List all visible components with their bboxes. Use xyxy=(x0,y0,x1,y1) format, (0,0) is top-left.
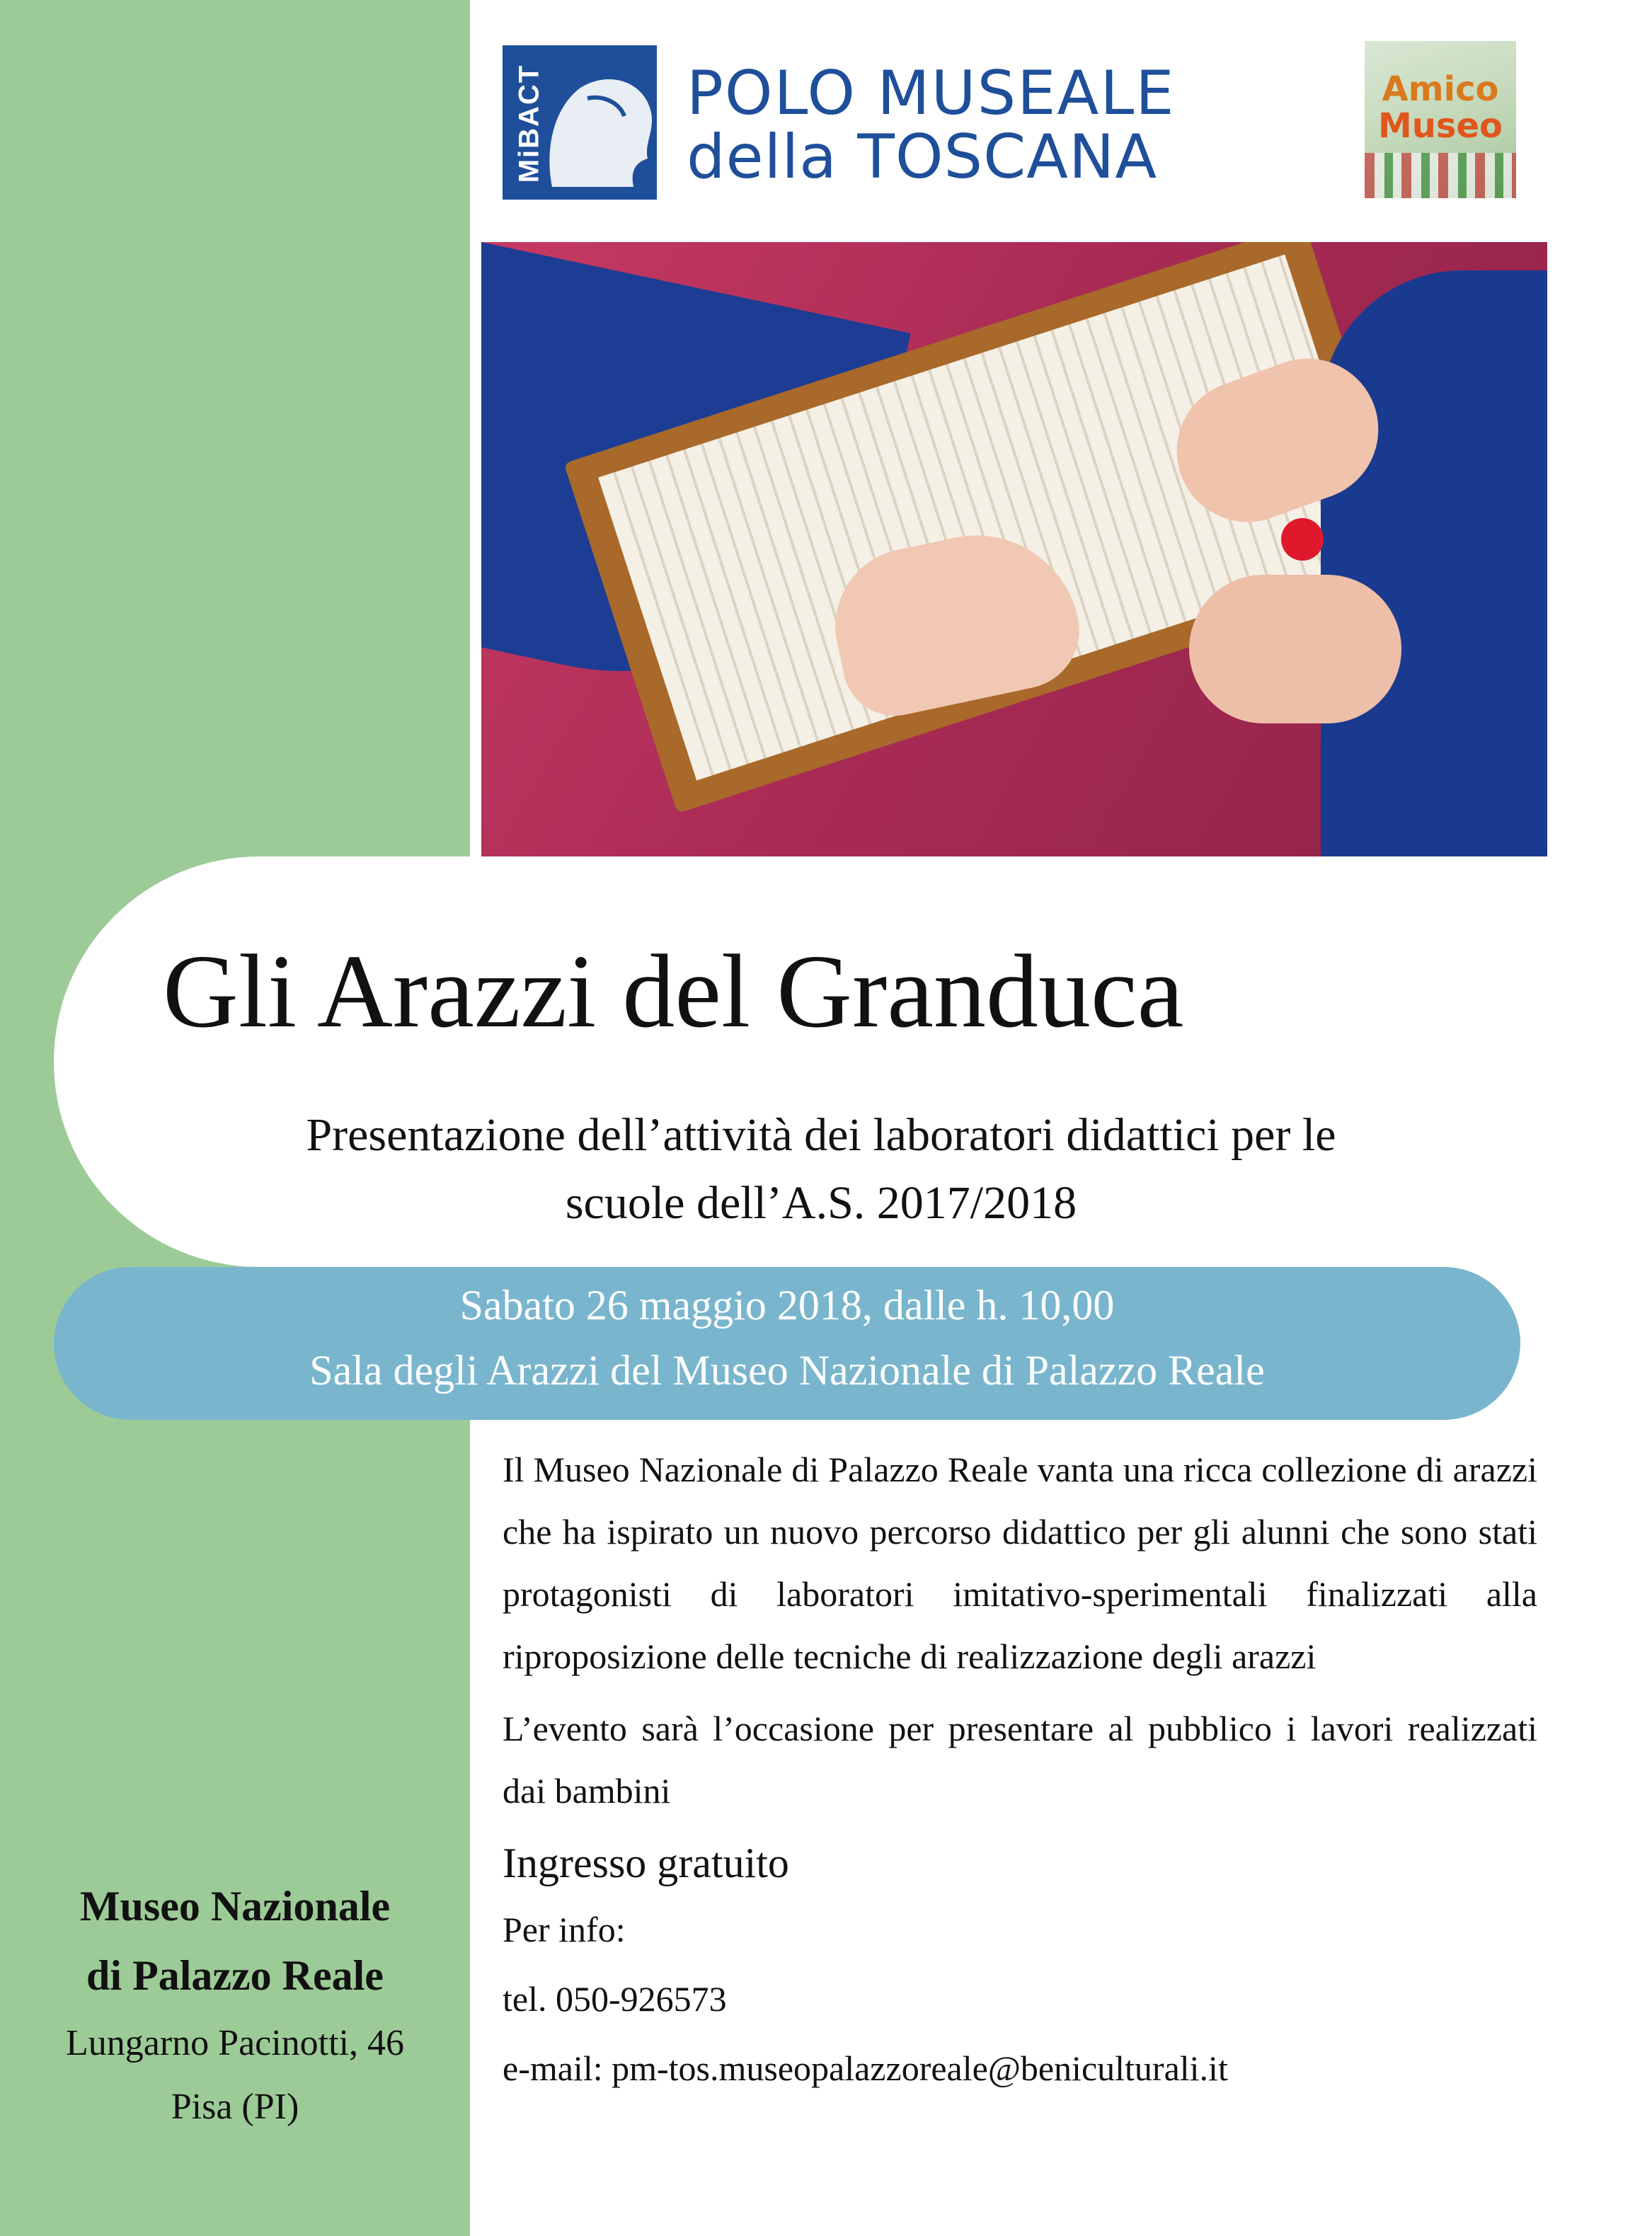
amico-logo-decoration xyxy=(1365,153,1516,198)
event-subtitle-line2: scuole dell’A.S. 2017/2018 xyxy=(565,1177,1077,1229)
event-subtitle-line1: Presentazione dell’attività dei laboratori didattici per le xyxy=(306,1109,1336,1161)
photo-red-spool xyxy=(1281,518,1324,561)
photo-hand xyxy=(1189,575,1401,723)
event-description xyxy=(503,1438,1537,2106)
polo-museale-logo-line2: della TOSCANA xyxy=(687,122,1158,193)
museum-address xyxy=(0,1871,470,2138)
museum-city: Pisa (PI) xyxy=(171,2087,299,2127)
free-entry-note: Ingresso gratuito xyxy=(503,1840,789,1886)
amico-logo-word1: Amico xyxy=(1382,69,1499,109)
mibac-logo xyxy=(503,45,657,200)
event-place: Sala degli Arazzi del Museo Nazionale di Palazzo Reale xyxy=(309,1347,1265,1394)
museum-name-line2: di Palazzo Reale xyxy=(86,1952,384,1999)
phone-number: tel. 050-926573 xyxy=(503,1979,727,2019)
email-address: e-mail: pm-tos.museopalazzoreale@beniculturali.it xyxy=(503,2048,1228,2088)
event-date: Sabato 26 maggio 2018, dalle h. 10,00 xyxy=(459,1282,1115,1329)
event-title: Gli Arazzi del Granduca xyxy=(163,934,1184,1050)
museum-name-line1: Museo Nazionale xyxy=(79,1883,391,1930)
event-subtitle xyxy=(142,1101,1501,1237)
description-paragraph: L’evento sarà l’occasione per presentare al pubblico i lavori realizzati dai bambini xyxy=(503,1709,1537,1811)
polo-museale-logo-line1: POLO MUSEALE xyxy=(687,58,1176,129)
statue-head-icon xyxy=(503,45,657,200)
amico-logo-word2: Museo xyxy=(1377,106,1503,146)
info-label: Per info: xyxy=(503,1910,626,1949)
mibac-logo-text: MiBACT xyxy=(513,64,545,183)
amico-museo-logo xyxy=(1365,41,1516,198)
museum-street: Lungarno Pacinotti, 46 xyxy=(65,2023,405,2063)
weaving-photo xyxy=(481,242,1547,861)
photo-sleeve-right xyxy=(1321,270,1547,861)
event-details-banner xyxy=(54,1267,1520,1420)
description-paragraph: Il Museo Nazionale di Palazzo Reale vanta una ricca collezione di arazzi che ha ispirato un nuovo percorso didattico per gli alunni che sono stati protagonisti di laboratori imitativo-sperimentali finalizzati alla riproposizione delle tecniche di realizzazione degli arazzi xyxy=(503,1450,1537,1676)
